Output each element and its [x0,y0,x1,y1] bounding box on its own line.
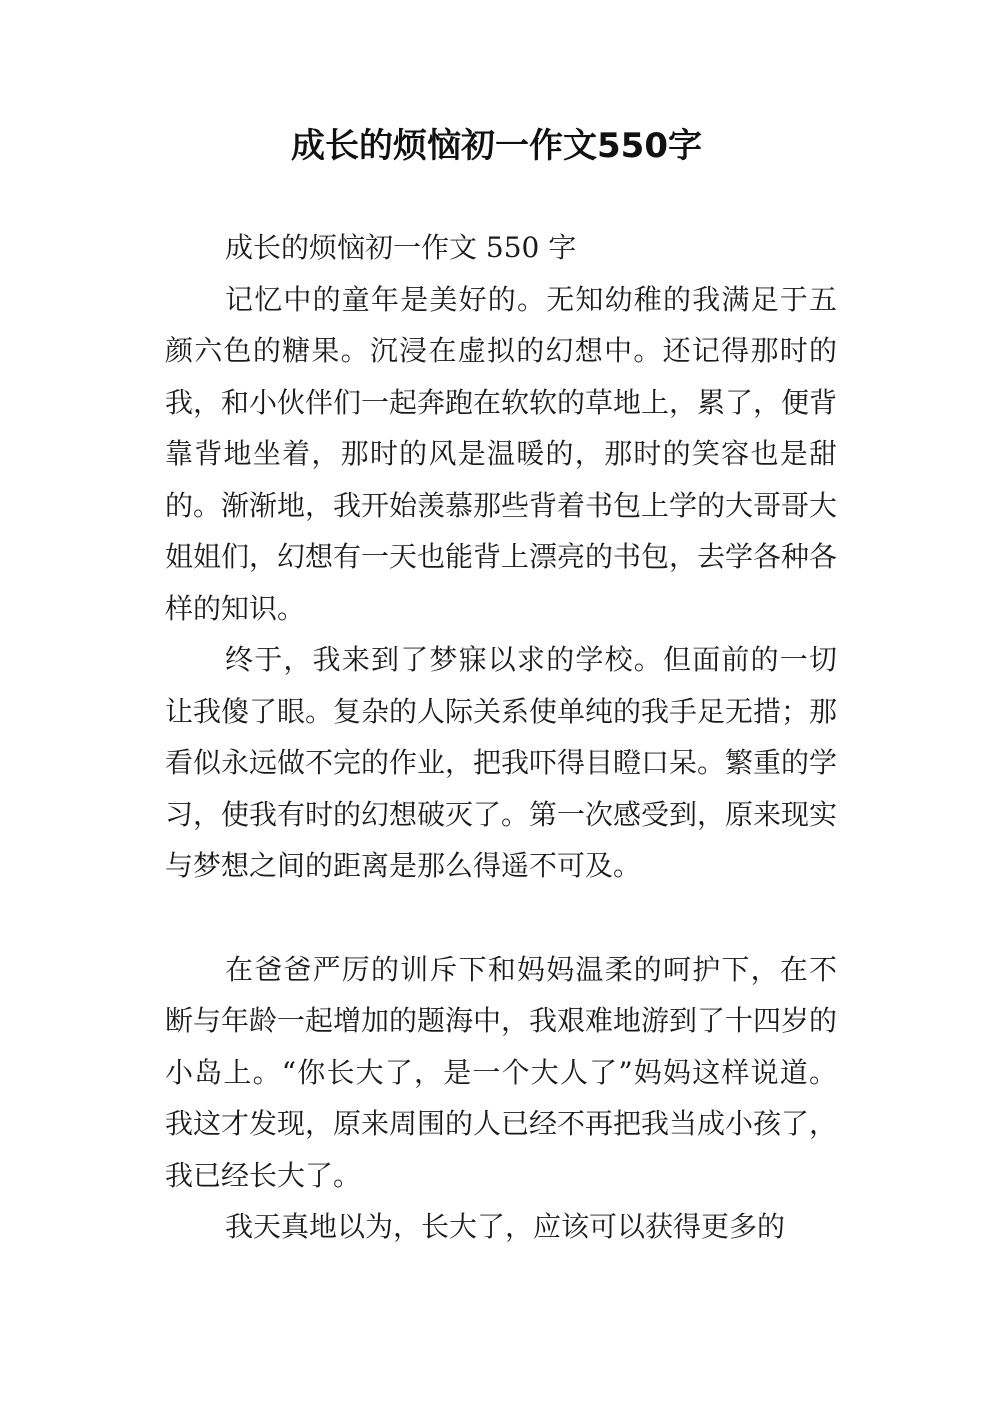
paragraph-growing-up: 在爸爸严厉的训斥下和妈妈温柔的呵护下，在不断与年龄一起增加的题海中，我艰难地游到了十四岁的小岛上。“你长大了，是一个大人了”妈妈这样说道。我这才发现，原来周围的人已经不再把我当成小孩了，我已经长大了。 [165,952,838,1192]
paragraph-subtitle: 成长的烦恼初一作文 550 字 [225,231,577,264]
document-body [165,222,837,1253]
paragraph-naive: 我天真地以为，长大了，应该可以获得更多的 [225,1210,786,1243]
paragraph-childhood: 记忆中的童年是美好的。无知幼稚的我满足于五颜六色的糖果。沉浸在虚拟的幻想中。还记得那时的我，和小伙伴们一起奔跑在软软的草地上，累了，便背靠背地坐着，那时的风是温暖的，那时的笑容也是甜的。渐渐地，我开始羡慕那些背着书包上学的大哥哥大姐姐们，幻想有一天也能背上漂亮的书包，去学各种各样的知识。 [165,282,838,625]
paragraph-school: 终于，我来到了梦寐以求的学校。但面前的一切让我傻了眼。复杂的人际关系使单纯的我手足无措；那看似永远做不完的作业，把我吓得目瞪口呆。繁重的学习，使我有时的幻想破灭了。第一次感受到，原来现实与梦想之间的距离是那么得遥不可及。 [165,643,838,882]
document-title: 成长的烦恼初一作文550字 [291,126,702,166]
